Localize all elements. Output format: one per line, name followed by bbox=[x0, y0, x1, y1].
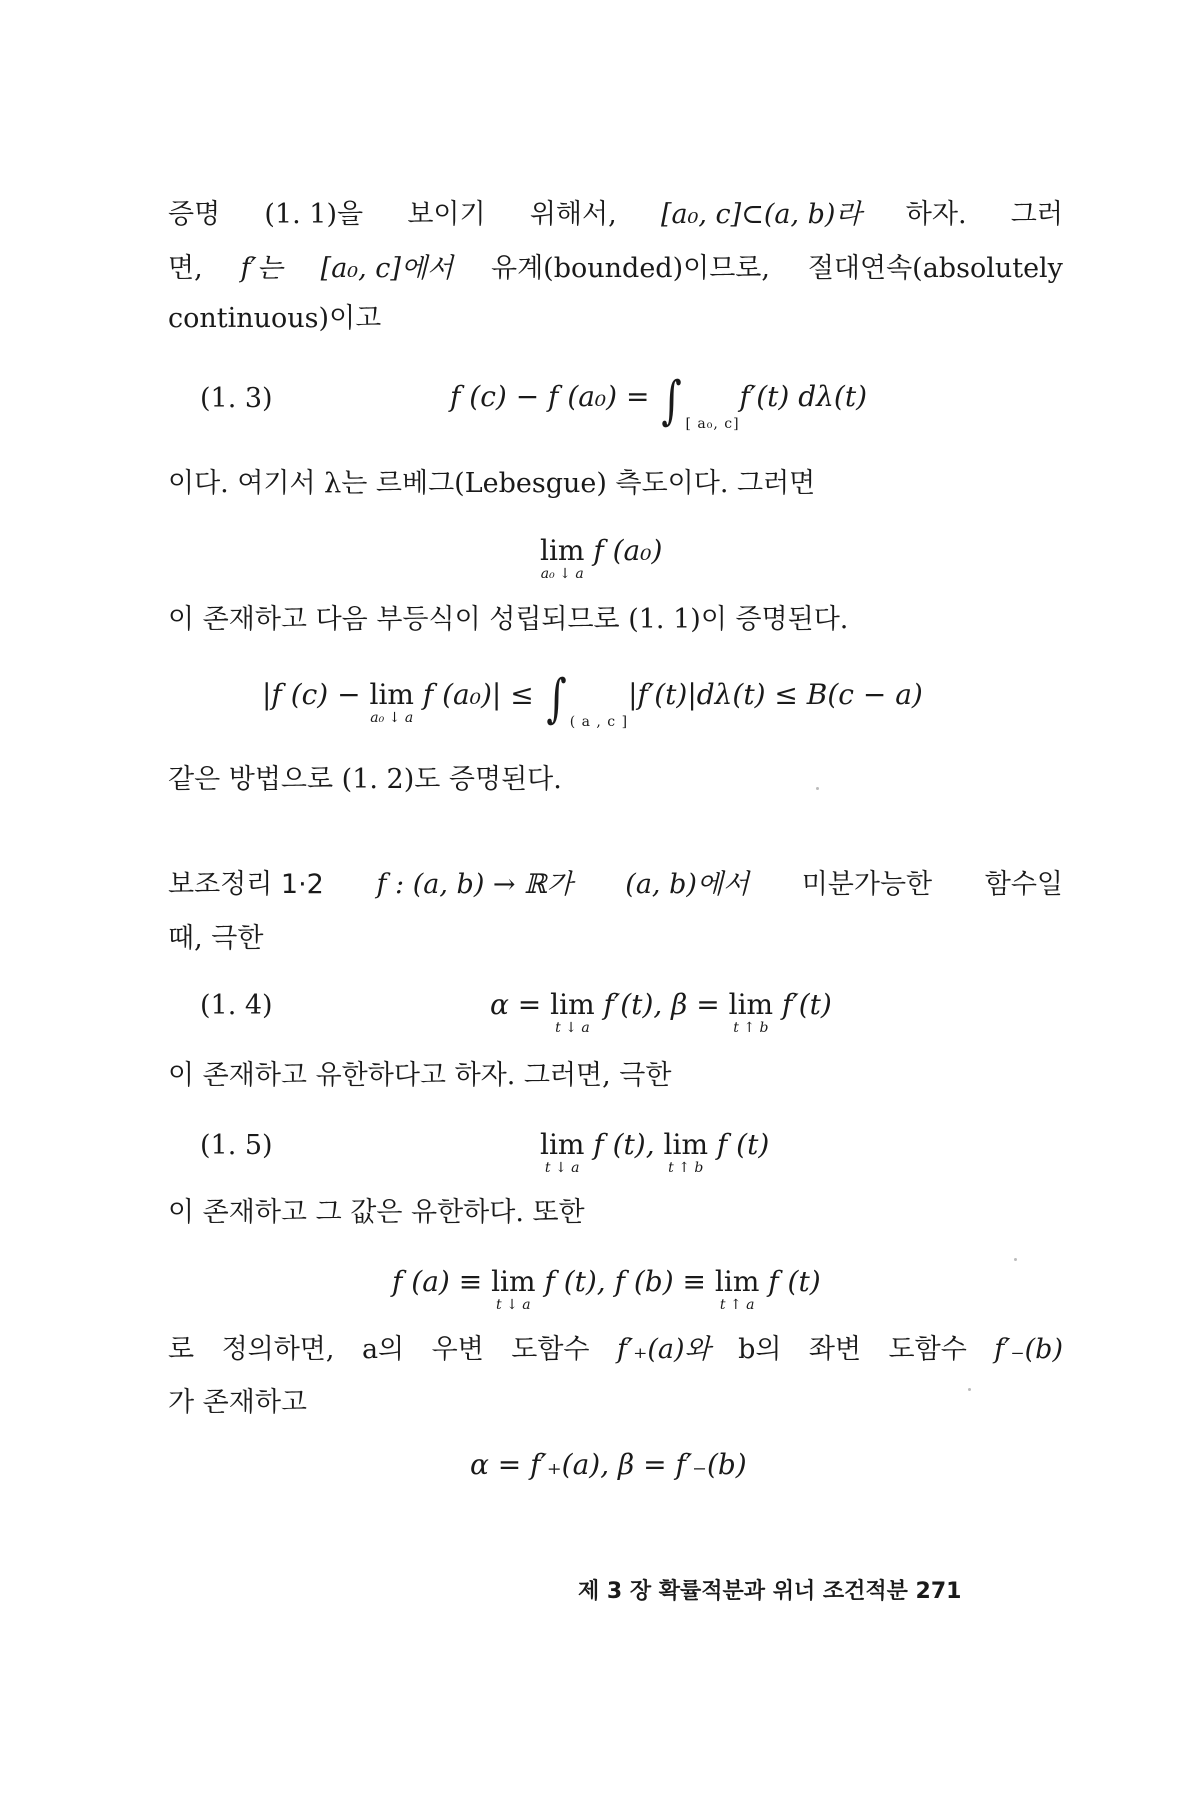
text-after-limit: 이 존재하고 다음 부등식이 성립되므로 (1. 1)이 증명된다. bbox=[168, 604, 849, 635]
lim-operator: lim a₀ ↓ a bbox=[369, 678, 414, 726]
integral-sign: ∫ bbox=[545, 669, 567, 729]
text-segment: (1. 1)을 bbox=[264, 199, 364, 230]
lim-operator: lim t ↑ b bbox=[663, 1128, 709, 1176]
equation-1-5 bbox=[540, 1128, 770, 1176]
eq-part: α = bbox=[490, 988, 551, 1021]
lemma-line-1 bbox=[168, 868, 1063, 902]
text-segment: a의 bbox=[361, 1334, 405, 1365]
text-segment: 도함수 bbox=[511, 1334, 590, 1365]
lim-expression: f (a₀) bbox=[584, 534, 663, 567]
text-after-defs-1 bbox=[168, 1333, 1063, 1367]
text-segment: [a₀, c]⊂(a, b)라 bbox=[660, 199, 862, 230]
eq-part: f (t), f (b) ≡ bbox=[535, 1265, 715, 1298]
lim-operator: lim t ↓ a bbox=[550, 988, 595, 1036]
lim-subscript: t ↑ b bbox=[733, 1020, 769, 1036]
lim-operator: lim t ↓ a bbox=[491, 1265, 536, 1313]
scan-speck bbox=[1014, 1258, 1017, 1261]
final-equation: α = f′₊(a), β = f′₋(b) bbox=[470, 1448, 747, 1481]
text-segment: 면, bbox=[168, 253, 203, 284]
equation-number-1-4: (1. 4) bbox=[200, 990, 273, 1021]
proof-heading: 증명 bbox=[168, 199, 221, 230]
text-segment: 미분가능한 bbox=[801, 869, 933, 900]
eq-part: f (t) bbox=[759, 1265, 821, 1298]
integral-sign: ∫ bbox=[661, 371, 683, 431]
eq-part: f (t) bbox=[708, 1128, 770, 1161]
lim-subscript: a₀ ↓ a bbox=[370, 710, 414, 726]
equation-1-4 bbox=[490, 988, 832, 1036]
text-segment: 위해서, bbox=[529, 199, 617, 230]
lim-operator: lim a₀ ↓ a bbox=[540, 534, 585, 582]
text-segment: 우변 bbox=[431, 1334, 484, 1365]
text-segment: 로 bbox=[168, 1334, 195, 1365]
proof-line-2 bbox=[168, 252, 1063, 286]
lim-operator: lim t ↑ a bbox=[714, 1265, 760, 1313]
lim-subscript: t ↓ a bbox=[496, 1297, 531, 1313]
text-after-1-4: 이 존재하고 유한하다고 하자. 그러면, 극한 bbox=[168, 1060, 672, 1091]
inequality bbox=[262, 669, 923, 730]
eq-part: f′(t) bbox=[773, 988, 832, 1021]
boundary-definitions bbox=[392, 1265, 821, 1313]
text-same-way: 같은 방법으로 (1. 2)도 증명된다. bbox=[168, 764, 562, 795]
text-segment: 그러 bbox=[1010, 199, 1063, 230]
lim-operator: lim t ↑ b bbox=[728, 988, 774, 1036]
ineq-part: |f (c) − bbox=[262, 678, 370, 711]
eq-part: f (t), bbox=[584, 1128, 664, 1161]
text-segment: [a₀, c]에서 bbox=[320, 253, 454, 284]
proof-line-1 bbox=[168, 198, 1063, 232]
text-segment: f′₋(b) bbox=[994, 1334, 1063, 1365]
eq-part: f′(t), β = bbox=[594, 988, 729, 1021]
scan-speck bbox=[816, 787, 819, 790]
limit-display bbox=[540, 534, 663, 582]
equation-number-1-5: (1. 5) bbox=[200, 1130, 273, 1161]
text-segment: 절대연속(absolutely bbox=[807, 253, 1063, 284]
text-segment: f′₊(a)와 bbox=[616, 1334, 711, 1365]
lim-subscript: t ↑ b bbox=[668, 1160, 704, 1176]
scan-speck bbox=[968, 1388, 971, 1391]
integral-domain: ( a , c ] bbox=[569, 714, 629, 730]
lemma-line-2: 때, 극한 bbox=[168, 923, 264, 954]
integral-domain: [ a₀, c] bbox=[685, 416, 740, 432]
text-after-defs-2: 가 존재하고 bbox=[168, 1387, 307, 1418]
text-segment: f′는 bbox=[240, 253, 283, 284]
proof-line-3: continuous)이고 bbox=[168, 303, 382, 334]
equation-lhs: f (c) − f (a₀) = bbox=[450, 380, 659, 413]
lim-subscript: t ↓ a bbox=[555, 1020, 590, 1036]
lim-operator: lim t ↓ a bbox=[540, 1128, 585, 1176]
text-segment: (a, b)에서 bbox=[625, 869, 750, 900]
equation-number-1-3: (1. 3) bbox=[200, 383, 273, 414]
page-footer: 제 3 장 확률적분과 위너 조건적분 271 bbox=[578, 1579, 962, 1604]
ineq-part: |f′(t)|dλ(t) ≤ B(c − a) bbox=[628, 678, 923, 711]
text-segment: 좌변 bbox=[808, 1334, 862, 1365]
equation-1-3 bbox=[450, 371, 868, 432]
lim-subscript: t ↓ a bbox=[544, 1160, 580, 1176]
equation-rhs: f′(t) dλ(t) bbox=[739, 380, 868, 413]
lemma-heading: 보조정리 1·2 bbox=[168, 869, 324, 900]
lim-subscript: a₀ ↓ a bbox=[540, 566, 584, 582]
text-after-1-3: 이다. 여기서 λ는 르베그(Lebesgue) 측도이다. 그러면 bbox=[168, 468, 816, 499]
text-segment: f : (a, b) → ℝ가 bbox=[376, 869, 573, 900]
text-after-1-5: 이 존재하고 그 값은 유한하다. 또한 bbox=[168, 1197, 585, 1228]
text-segment: b의 bbox=[738, 1334, 782, 1365]
text-segment: 정의하면, bbox=[221, 1334, 335, 1365]
text-segment: 도함수 bbox=[888, 1334, 967, 1365]
text-segment: 보이기 bbox=[407, 199, 486, 230]
text-segment: 유계(bounded)이므로, bbox=[491, 253, 770, 284]
text-segment: 하자. bbox=[905, 199, 967, 230]
text-segment: 함수일 bbox=[984, 869, 1063, 900]
lim-subscript: t ↑ a bbox=[719, 1297, 755, 1313]
ineq-part: f (a₀)| ≤ bbox=[413, 678, 543, 711]
eq-part: f (a) ≡ bbox=[392, 1265, 492, 1298]
